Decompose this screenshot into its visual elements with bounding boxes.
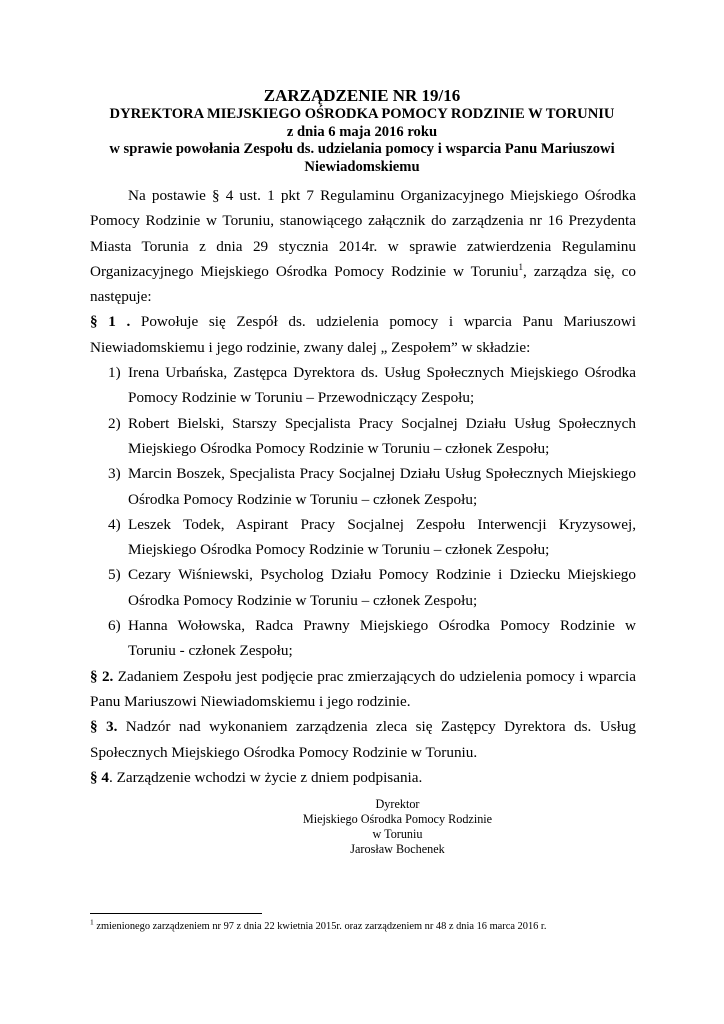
list-item-number: 1) xyxy=(108,364,121,382)
footnote-text: zmienionego zarządzeniem nr 97 z dnia 22 kwietnia 2015r. oraz zarządzeniem nr 48 z dnia 16 marca 2016 r. xyxy=(93,921,547,932)
list-item-number: 5) xyxy=(108,566,121,584)
list-item xyxy=(90,512,636,563)
section-4-text: . Zarządzenie wchodzi w życie z dniem podpisania. xyxy=(108,768,423,786)
signature-block xyxy=(300,797,495,857)
list-item-text: Robert Bielski, Starszy Specjalista Pracy Socjalnej Działu Usług Społecznych Miejskiego Ośrodka Pomocy Rodzinie w Toruniu – członek Zespołu; xyxy=(128,414,636,457)
subject-line: w sprawie powołania Zespołu ds. udzielania pomocy i wsparcia Panu Mariuszowi xyxy=(109,141,615,157)
signature-institution: Miejskiego Ośrodka Pomocy Rodzinie xyxy=(302,812,493,826)
list-item-number: 2) xyxy=(108,414,121,432)
list-item xyxy=(90,411,636,462)
signature-city: w Toruniu xyxy=(372,827,423,841)
footnote-reference: 1 xyxy=(518,261,524,272)
document-title: ZARZĄDZENIE NR 19/16 xyxy=(263,86,461,105)
list-item xyxy=(90,461,636,512)
section-1-text: Powołuje się Zespół ds. udzielenia pomocy i wparcia Panu Mariuszowi Niewiadomskiemu i jego rodzinie, zwany dalej „ Zespołem” w składzie: xyxy=(90,313,636,356)
document-header xyxy=(90,86,634,176)
signature-name: Jarosław Bochenek xyxy=(350,842,445,856)
footnote-divider xyxy=(90,913,262,914)
section-2-text: Zadaniem Zespołu jest podjęcie prac zmierzających do udzielenia pomocy i wparcia Panu Mariuszowi Niewiadomskiemu i jego rodzinie. xyxy=(90,667,636,710)
issuer-line: DYREKTORA MIEJSKIEGO OŚRODKA POMOCY RODZINIE W TORUNIU xyxy=(109,106,615,122)
preamble-text: Na postawie § 4 ust. 1 pkt 7 Regulaminu Organizacyjnego Miejskiego Ośrodka Pomocy Rodzinie w Toruniu, stanowiącego załącznik do zarządzenia nr 16 Prezydenta Miasta Torunia z dnia 29 stycznia 2014r. w sprawie zatwierdzenia Regulaminu Organizacyjnego Miejskiego Ośrodka Pomocy Rodzinie w Toruniu xyxy=(90,187,636,280)
section-3-text: Nadzór nad wykonaniem zarządzenia zleca się Zastępcy Dyrektora ds. Usług Społecznych Miejskiego Ośrodka Pomocy Rodzinie w Toruniu. xyxy=(90,718,637,761)
section-4-number: § 4 xyxy=(90,768,109,786)
section-1 xyxy=(90,309,636,360)
list-item xyxy=(90,360,636,411)
footnote xyxy=(90,917,650,933)
section-2-number: § 2. xyxy=(90,667,114,685)
section-3 xyxy=(90,714,636,765)
list-item xyxy=(90,613,636,664)
list-item-text: Irena Urbańska, Zastępca Dyrektora ds. Usług Społecznych Miejskiego Ośrodka Pomocy Rodzinie w Toruniu – Przewodniczący Zespołu; xyxy=(128,364,636,407)
section-2 xyxy=(90,664,636,715)
section-4 xyxy=(90,765,636,790)
list-item-text: Leszek Todek, Aspirant Pracy Socjalnej Zespołu Interwencji Kryzysowej, Miejskiego Ośrodka Pomocy Rodzinie w Toruniu – członek Zespołu; xyxy=(128,515,636,559)
list-item-number: 4) xyxy=(108,515,121,533)
list-item-text: Marcin Boszek, Specjalista Pracy Socjalnej Działu Usług Społecznych Miejskiego Ośrodka Pomocy Rodzinie w Toruniu – członek Zespołu; xyxy=(128,465,636,508)
subject-line-continued: Niewiadomskiemu xyxy=(304,158,420,175)
section-1-number: § 1 . xyxy=(90,313,131,331)
document-body xyxy=(90,183,636,790)
preamble-tail: , zarządza się, co następuje: xyxy=(90,262,636,306)
list-item-text: Hanna Wołowska, Radca Prawny Miejskiego Ośrodka Pomocy Rodzinie w Toruniu - członek Zespołu; xyxy=(128,617,636,660)
list-item xyxy=(90,562,636,613)
list-item-text: Cezary Wiśniewski, Psycholog Działu Pomocy Rodzinie i Dziecku Miejskiego Ośrodka Pomocy Rodzinie w Toruniu – członek Zespołu; xyxy=(128,566,636,609)
date-line: z dnia 6 maja 2016 roku xyxy=(286,123,438,140)
section-3-number: § 3. xyxy=(90,718,118,736)
team-members-list xyxy=(90,360,636,664)
preamble-paragraph xyxy=(90,183,636,309)
list-item-number: 6) xyxy=(108,617,121,635)
signature-title: Dyrektor xyxy=(375,797,420,811)
footnote-mark: 1 xyxy=(90,917,94,927)
list-item-number: 3) xyxy=(108,465,121,483)
